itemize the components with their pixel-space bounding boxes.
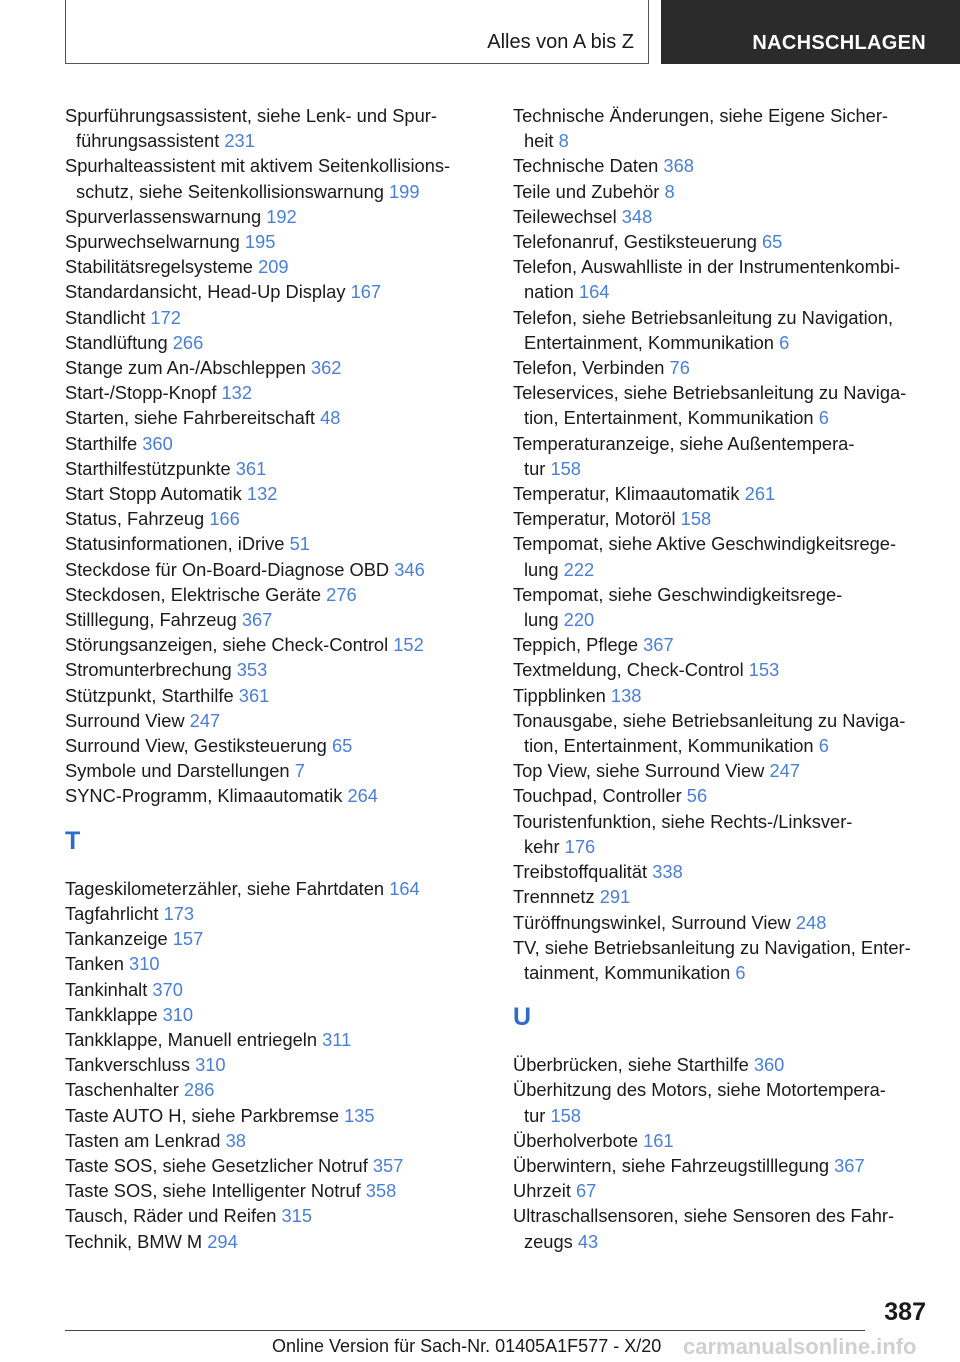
- index-entry: [513, 481, 933, 506]
- index-entry: [65, 1229, 485, 1254]
- index-entry-text: Technische Änderungen, siehe Eigene Sicher-: [513, 105, 889, 126]
- index-entry-text: Störungsanzeigen, siehe Check-Control: [65, 634, 389, 656]
- index-entry: [513, 582, 933, 632]
- index-entry-text: Status, Fahrzeug: [65, 508, 205, 530]
- page-reference-link[interactable]: 266: [172, 331, 204, 353]
- index-entry-text: Treibstoffqualität: [513, 861, 648, 883]
- index-entry: [65, 557, 485, 582]
- page-reference-link[interactable]: 8: [664, 180, 675, 202]
- index-entry-text: Trennnetz: [513, 886, 595, 908]
- index-entry: [65, 607, 485, 632]
- index-entry-text: Türöffnungswinkel, Surround View: [513, 911, 791, 933]
- index-entry-text: Telefonanruf, Gestiksteuerung: [513, 231, 757, 253]
- index-entry: [513, 632, 933, 657]
- index-entry: [65, 456, 485, 481]
- index-entry-text: Tankklappe: [65, 1003, 158, 1025]
- index-entry: [65, 783, 485, 808]
- page-reference-link[interactable]: 195: [244, 231, 276, 253]
- index-entry: [513, 103, 933, 153]
- page-reference-link[interactable]: 362: [310, 357, 342, 379]
- index-entry: [513, 910, 933, 935]
- index-entry-text: Touristenfunktion, siehe Rechts-/Linksver-: [513, 810, 853, 832]
- online-version-note: Online Version für Sach-Nr. 01405A1F577 - X/20: [272, 1336, 662, 1356]
- page-reference-link[interactable]: 158: [550, 457, 581, 479]
- page-reference-link[interactable]: 276: [326, 583, 357, 605]
- chapter-tab[interactable]: [661, 0, 960, 64]
- index-entry: [513, 229, 933, 254]
- page-reference-link[interactable]: 167: [350, 281, 382, 303]
- page-reference-link[interactable]: 158: [680, 508, 712, 530]
- index-entry-text: Starten, siehe Fahrbereitschaft: [65, 407, 315, 429]
- index-entry-text: Stromunterbrechung: [65, 659, 232, 681]
- index-entry: [513, 506, 933, 531]
- index-entry-text: schutz, siehe Seitenkollisionswarnung: [76, 180, 384, 202]
- page-reference-link[interactable]: 310: [129, 953, 160, 975]
- page-reference-link[interactable]: 358: [365, 1180, 397, 1202]
- page-reference-link[interactable]: 38: [225, 1129, 246, 1151]
- index-entry: [513, 758, 933, 783]
- index-entry: [65, 153, 485, 203]
- page-reference-link[interactable]: 135: [344, 1104, 375, 1126]
- index-entry-text: tion, Entertainment, Kommunikation: [524, 407, 814, 429]
- index-entry: [65, 683, 485, 708]
- index-entry-text: Tempomat, siehe Aktive Geschwindigkeitsrege-: [513, 533, 897, 555]
- page-reference-link[interactable]: 367: [643, 634, 674, 656]
- index-entry: [65, 1027, 485, 1052]
- index-entry: [513, 1153, 933, 1178]
- page-reference-link[interactable]: 161: [643, 1129, 674, 1151]
- index-entry: [513, 708, 933, 758]
- index-entry-text: Start Stopp Automatik: [65, 483, 242, 505]
- page-reference-link[interactable]: 65: [331, 735, 353, 757]
- index-entry-text: Surround View, Gestiksteuerung: [65, 735, 327, 757]
- page-reference-link[interactable]: 361: [235, 457, 267, 479]
- page-reference-link[interactable]: 65: [762, 231, 783, 253]
- index-entry-text: kehr: [524, 835, 560, 857]
- page-reference-link[interactable]: 157: [172, 928, 204, 950]
- index-entry-text: lung: [524, 558, 559, 580]
- page-reference-link[interactable]: 348: [621, 205, 653, 227]
- page-reference-link[interactable]: 199: [389, 180, 420, 202]
- index-entry: [513, 809, 933, 859]
- index-column-left: [65, 103, 485, 1254]
- index-entry-text: Tasten am Lenkrad: [65, 1129, 221, 1151]
- index-entry-text: Telefon, Verbinden: [513, 357, 665, 379]
- page-reference-link[interactable]: 164: [578, 281, 610, 303]
- index-entry: [65, 431, 485, 456]
- index-entry: [513, 859, 933, 884]
- page-reference-link[interactable]: 192: [266, 205, 297, 227]
- index-entry-text: Entertainment, Kommunikation: [524, 331, 774, 353]
- page-reference-link[interactable]: 346: [394, 558, 425, 580]
- page-reference-link[interactable]: 311: [322, 1028, 352, 1050]
- page-reference-link[interactable]: 360: [142, 432, 173, 454]
- index-entry: [65, 1128, 485, 1153]
- index-entry-text: Technik, BMW M: [65, 1230, 203, 1252]
- index-entry: [65, 103, 485, 153]
- index-column-right: [513, 103, 933, 1254]
- page-reference-link[interactable]: 247: [769, 760, 800, 782]
- index-entry-text: Start-/Stopp-Knopf: [65, 382, 217, 404]
- page-reference-link[interactable]: 370: [152, 978, 183, 1000]
- index-entry: [513, 1203, 933, 1253]
- index-entry-text: Tankverschluss: [65, 1054, 190, 1076]
- index-entry-text: Tippblinken: [513, 684, 606, 706]
- index-entry: [513, 1052, 933, 1077]
- index-entry-text: Spurverlassenswarnung: [65, 205, 262, 227]
- index-entry-text: Überhitzung des Motors, siehe Motortempera-: [513, 1079, 886, 1101]
- index-entry: [65, 733, 485, 758]
- index-entry-text: Touchpad, Controller: [513, 785, 682, 807]
- watermark: carmanualsonline.info: [683, 1334, 917, 1359]
- index-entry-text: Tempomat, siehe Geschwindigkeitsrege-: [513, 583, 843, 605]
- page-reference-link[interactable]: 132: [246, 483, 278, 505]
- index-entry: [65, 582, 485, 607]
- page-reference-link[interactable]: 310: [195, 1054, 226, 1076]
- index-entry-text: Spurhalteassistent mit aktivem Seitenkollisions-: [65, 155, 451, 177]
- index-entry: [65, 1103, 485, 1128]
- index-entry-text: Temperatur, Motoröl: [513, 508, 676, 530]
- index-entry-text: Taste AUTO H, siehe Parkbremse: [65, 1104, 339, 1126]
- index-entry-text: Tankanzeige: [65, 928, 168, 950]
- page-reference-link[interactable]: 166: [209, 508, 240, 530]
- index-entry-text: Teilewechsel: [513, 205, 617, 227]
- page-reference-link[interactable]: 368: [663, 155, 694, 177]
- index-entry-text: Stabilitätsregelsysteme: [65, 256, 253, 278]
- index-entry-text: Taste SOS, siehe Intelligenter Notruf: [65, 1180, 361, 1202]
- index-entry-text: Steckdosen, Elektrische Geräte: [65, 583, 322, 605]
- page-reference-link[interactable]: 48: [320, 407, 341, 429]
- index-entry: [513, 380, 933, 430]
- page-reference-link[interactable]: 286: [183, 1079, 215, 1101]
- index-entry-text: Tageskilometerzähler, siehe Fahrtdaten: [65, 877, 385, 899]
- index-entry-text: Statusinformationen, iDrive: [65, 533, 285, 555]
- page-reference-link[interactable]: 164: [389, 877, 420, 899]
- index-entry: [513, 153, 933, 178]
- page-reference-link[interactable]: 247: [189, 709, 221, 731]
- index-entry: [65, 1203, 485, 1228]
- page-reference-link[interactable]: 56: [686, 785, 708, 807]
- index-entry: [65, 926, 485, 951]
- page-reference-link[interactable]: 248: [795, 911, 827, 933]
- index-entry: [65, 951, 485, 976]
- index-entry-text: Standardansicht, Head-Up Display: [65, 281, 346, 303]
- index-entry-text: Starthilfestützpunkte: [65, 457, 231, 479]
- index-entry-text: Überbrücken, siehe Starthilfe: [513, 1054, 749, 1076]
- index-entry-text: nation: [524, 281, 574, 303]
- index-entry-text: Tankinhalt: [65, 978, 148, 1000]
- page-reference-link[interactable]: 6: [735, 961, 746, 983]
- index-entry: [65, 901, 485, 926]
- index-entry-text: Tanken: [65, 953, 124, 975]
- page-reference-link[interactable]: 310: [162, 1003, 194, 1025]
- page-reference-link[interactable]: 357: [372, 1154, 404, 1176]
- index-entry: [65, 330, 485, 355]
- index-entry-text: Taschenhalter: [65, 1079, 179, 1101]
- index-entry: [65, 506, 485, 531]
- page-reference-link[interactable]: 176: [564, 835, 596, 857]
- page-reference-link[interactable]: 132: [221, 382, 253, 404]
- index-entry: [65, 254, 485, 279]
- page-reference-link[interactable]: 367: [834, 1154, 865, 1176]
- index-entry-text: Surround View: [65, 709, 185, 731]
- index-entry-text: Uhrzeit: [513, 1180, 571, 1202]
- index-entry: [513, 884, 933, 909]
- index-entry-text: Standlicht: [65, 306, 146, 328]
- page-reference-link[interactable]: 231: [224, 130, 255, 152]
- index-entry: [65, 481, 485, 506]
- index-entry: [65, 1178, 485, 1203]
- index-entry: [65, 1002, 485, 1027]
- index-entry: [65, 876, 485, 901]
- index-entry-text: Technische Daten: [513, 155, 659, 177]
- page-reference-link[interactable]: 220: [563, 609, 595, 631]
- index-entry: [65, 279, 485, 304]
- index-entry: [513, 431, 933, 481]
- page-reference-link[interactable]: 338: [652, 861, 683, 883]
- page-number: 387: [884, 1298, 926, 1326]
- page-reference-link[interactable]: 353: [236, 659, 268, 681]
- index-entry-text: tainment, Kommunikation: [524, 961, 731, 983]
- index-entry-text: Tagfahrlicht: [65, 902, 159, 924]
- index-entry-text: Stilllegung, Fahrzeug: [65, 609, 237, 631]
- index-entry-text: tur: [524, 457, 546, 479]
- index-entry-text: TV, siehe Betriebsanleitung zu Navigation, Enter-: [513, 936, 911, 958]
- index-entry-text: Standlüftung: [65, 331, 168, 353]
- page-reference-link[interactable]: 291: [599, 886, 631, 908]
- index-entry-text: Starthilfe: [65, 432, 138, 454]
- index-entry-text: zeugs: [524, 1230, 573, 1252]
- page-reference-link[interactable]: 51: [289, 533, 310, 555]
- index-entry: [65, 1153, 485, 1178]
- page-reference-link[interactable]: 294: [207, 1230, 238, 1252]
- index-entry-text: Tankklappe, Manuell entriegeln: [65, 1028, 318, 1050]
- index-entry-text: Tonausgabe, siehe Betriebsanleitung zu Naviga-: [513, 709, 906, 731]
- index-entry-text: Überwintern, siehe Fahrzeugstilllegung: [513, 1154, 830, 1176]
- index-entry: [513, 935, 933, 985]
- index-entry: [65, 1077, 485, 1102]
- index-entry: [513, 1178, 933, 1203]
- page-reference-link[interactable]: 261: [744, 483, 776, 505]
- index-entry-text: lung: [524, 609, 559, 631]
- index-entry-text: Stützpunkt, Starthilfe: [65, 684, 234, 706]
- index-entry-text: heit: [524, 130, 554, 152]
- index-entry-text: Temperatur, Klimaautomatik: [513, 483, 740, 505]
- index-entry-text: Überholverbote: [513, 1129, 638, 1151]
- index-entry: [513, 657, 933, 682]
- page-reference-link[interactable]: 76: [669, 357, 690, 379]
- index-entry: [513, 1128, 933, 1153]
- index-entry: [513, 254, 933, 304]
- index-entry: [65, 632, 485, 657]
- page-reference-link[interactable]: 222: [563, 558, 595, 580]
- index-entry-text: SYNC-Programm, Klimaautomatik: [65, 785, 343, 807]
- index-entry-text: tur: [524, 1104, 546, 1126]
- index-entry-text: führungsassistent: [76, 130, 220, 152]
- index-entry-text: Teppich, Pflege: [513, 634, 639, 656]
- section-title: Alles von A bis Z: [487, 31, 634, 53]
- index-entry-text: Teile und Zubehör: [513, 180, 660, 202]
- index-letter-u: U: [513, 1003, 532, 1032]
- page-reference-link[interactable]: 361: [238, 684, 270, 706]
- index-entry: [65, 758, 485, 783]
- index-entry: [513, 305, 933, 355]
- index-entry: [65, 355, 485, 380]
- index-entry: [65, 531, 485, 556]
- page-reference-link[interactable]: 153: [748, 659, 780, 681]
- index-entry-text: Symbole und Darstellungen: [65, 760, 290, 782]
- index-entry: [513, 531, 933, 581]
- index-entry-text: Taste SOS, siehe Gesetzlicher Notruf: [65, 1154, 368, 1176]
- footer-divider: [65, 1330, 865, 1331]
- chapter-tab-label: NACHSCHLAGEN: [752, 32, 926, 54]
- index-entry: [65, 1052, 485, 1077]
- index-entry-text: Telefon, siehe Betriebsanleitung zu Navigation,: [513, 306, 894, 328]
- index-entry: [513, 204, 933, 229]
- index-entry: [65, 380, 485, 405]
- index-entry-text: tion, Entertainment, Kommunikation: [524, 735, 814, 757]
- index-entry: [65, 405, 485, 430]
- index-entry-text: Ultraschallsensoren, siehe Sensoren des Fahr-: [513, 1205, 895, 1227]
- index-entry: [513, 783, 933, 808]
- page-reference-link[interactable]: 6: [818, 407, 829, 429]
- index-entry-text: Tausch, Räder und Reifen: [65, 1205, 277, 1227]
- index-entry-text: Telefon, Auswahlliste in der Instrumentenkombi-: [513, 256, 901, 278]
- index-entry-text: Spurwechselwarnung: [65, 231, 240, 253]
- page-reference-link[interactable]: 367: [241, 609, 273, 631]
- index-entry: [513, 355, 933, 380]
- index-entry-text: Temperaturanzeige, siehe Außentempera-: [513, 432, 855, 454]
- index-entry: [65, 977, 485, 1002]
- index-entry: [65, 657, 485, 682]
- page-reference-link[interactable]: 173: [163, 902, 195, 924]
- header-section-box: [65, 0, 649, 64]
- index-letter-t: T: [65, 826, 81, 855]
- page-reference-link[interactable]: 138: [610, 684, 642, 706]
- page-reference-link[interactable]: 264: [347, 785, 378, 807]
- index-entry: [65, 204, 485, 229]
- page-reference-link[interactable]: 209: [258, 256, 289, 278]
- index-entry-text: Steckdose für On-Board-Diagnose OBD: [65, 558, 390, 580]
- page-reference-link[interactable]: 315: [281, 1205, 312, 1227]
- index-entry: [65, 305, 485, 330]
- index-entry-text: Top View, siehe Surround View: [513, 760, 765, 782]
- index-entry: [513, 1077, 933, 1127]
- index-entry-text: Teleservices, siehe Betriebsanleitung zu Naviga-: [513, 382, 907, 404]
- page-reference-link[interactable]: 7: [294, 760, 305, 782]
- page-reference-link[interactable]: 43: [577, 1230, 599, 1252]
- index-entry-text: Spurführungsassistent, siehe Lenk- und Spur-: [65, 105, 437, 126]
- index-entry: [513, 683, 933, 708]
- page-reference-link[interactable]: 67: [576, 1180, 597, 1202]
- index-entry-text: Stange zum An-/Abschleppen: [65, 357, 306, 379]
- page-reference-link[interactable]: 8: [558, 130, 569, 152]
- page-reference-link[interactable]: 360: [753, 1054, 785, 1076]
- index-entry: [65, 708, 485, 733]
- page-reference-link[interactable]: 6: [779, 331, 790, 353]
- index-entry-text: Textmeldung, Check-Control: [513, 659, 744, 681]
- index-entry: [513, 179, 933, 204]
- index-entry: [65, 229, 485, 254]
- page-reference-link[interactable]: 152: [393, 634, 424, 656]
- page-reference-link[interactable]: 158: [550, 1104, 581, 1126]
- page-reference-link[interactable]: 172: [150, 306, 181, 328]
- page-reference-link[interactable]: 6: [818, 735, 829, 757]
